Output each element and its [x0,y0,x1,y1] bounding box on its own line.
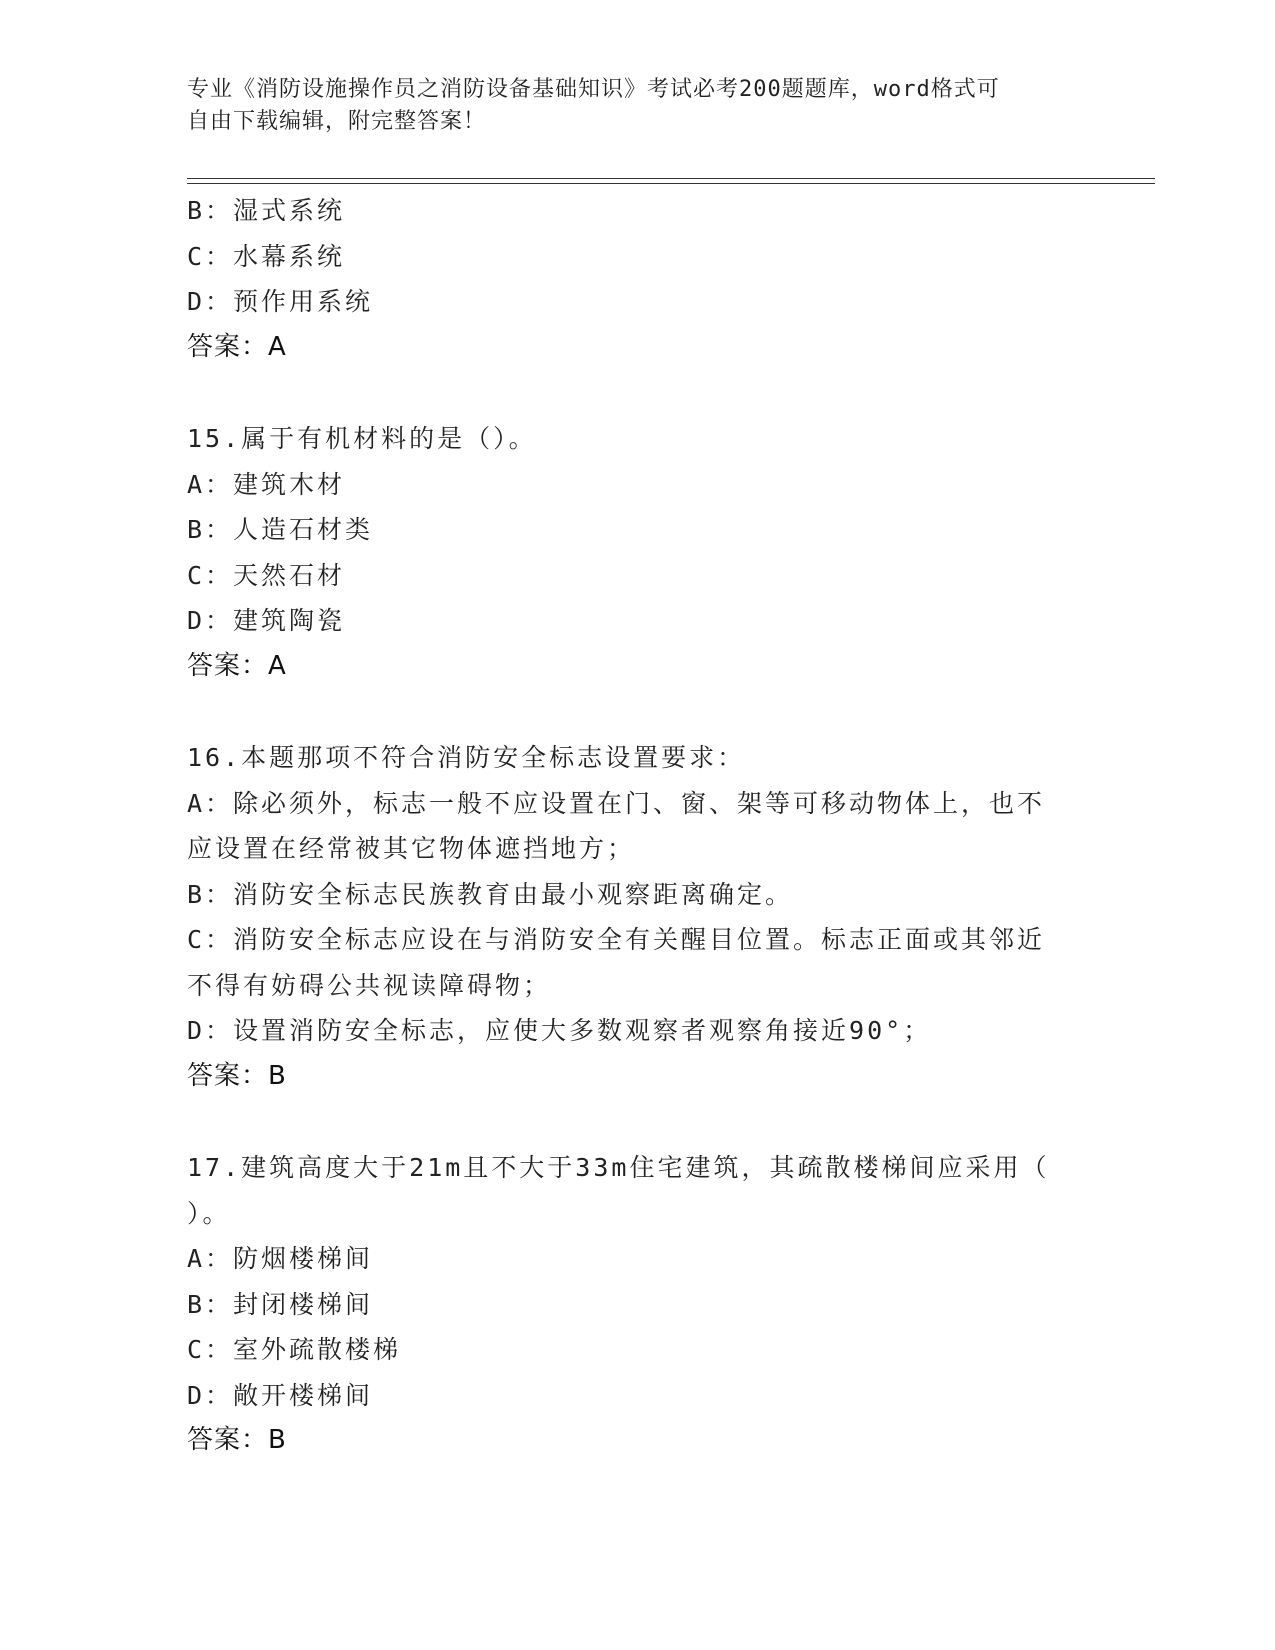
q17-question-line-1: 17.建筑高度大于21m且不大于33m住宅建筑，其疏散楼梯间应采用（ [187,1153,1050,1182]
q17-question-line-2: ）。 [187,1198,231,1228]
q14-answer: 答案：A [187,331,287,362]
q14-option-c: C：水幕系统 [187,241,346,271]
q16-question: 16.本题那项不符合消防安全标志设置要求： [187,743,746,772]
spacer [187,370,1087,416]
question-16-block [187,735,1087,1099]
q16-option-c-line-2: 不得有妨碍公共视读障碍物； [187,970,552,1000]
q14-option-d: D：预作用系统 [187,287,374,316]
header-title-line-1: 专业《消防设施操作员之消防设备基础知识》考试必考200题题库，word格式可 [187,77,1000,102]
q16-option-b: B：消防安全标志民族教育由最小观察距离确定。 [187,879,794,909]
q17-answer: 答案：B [187,1425,287,1455]
header-title-line-2: 自由下载编辑，附完整答案！ [187,109,487,134]
question-15-block [187,416,1087,689]
header-divider-top [187,178,1155,179]
header-divider-bottom [187,183,1155,184]
q16-option-d: D：设置消防安全标志，应使大多数观察者观察角接近90°； [187,1016,932,1045]
q15-option-c: C：天然石材 [187,560,346,590]
question-17-block [187,1145,1087,1464]
q16-option-a-line-2: 应设置在经常被其它物体遮挡地方； [187,834,636,863]
spacer [187,1099,1087,1145]
q16-option-c-line-1: C：消防安全标志应设在与消防安全有关醒目位置。标志正面或其邻近 [187,925,1046,954]
q15-option-d: D：建筑陶瓷 [187,606,346,635]
q17-option-c: C：室外疏散楼梯 [187,1335,402,1364]
q17-option-a: A：防烟楼梯间 [187,1244,374,1273]
q16-answer: 答案：B [187,1060,287,1091]
q15-answer: 答案：A [187,650,287,681]
q15-option-a: A：建筑木材 [187,469,346,499]
q15-option-b: B：人造石材类 [187,515,374,544]
q15-question: 15.属于有机材料的是（）。 [187,424,537,453]
q17-option-d: D：敞开楼梯间 [187,1380,374,1410]
spacer [187,689,1087,735]
question-14-block [187,188,1087,370]
document-header [187,74,1087,138]
question-list [187,188,1087,1464]
q16-option-a-line-1: A：除必须外，标志一般不应设置在门、窗、架等可移动物体上，也不 [187,788,1046,818]
q14-option-b: B：湿式系统 [187,196,346,225]
q17-option-b: B：封闭楼梯间 [187,1289,374,1319]
